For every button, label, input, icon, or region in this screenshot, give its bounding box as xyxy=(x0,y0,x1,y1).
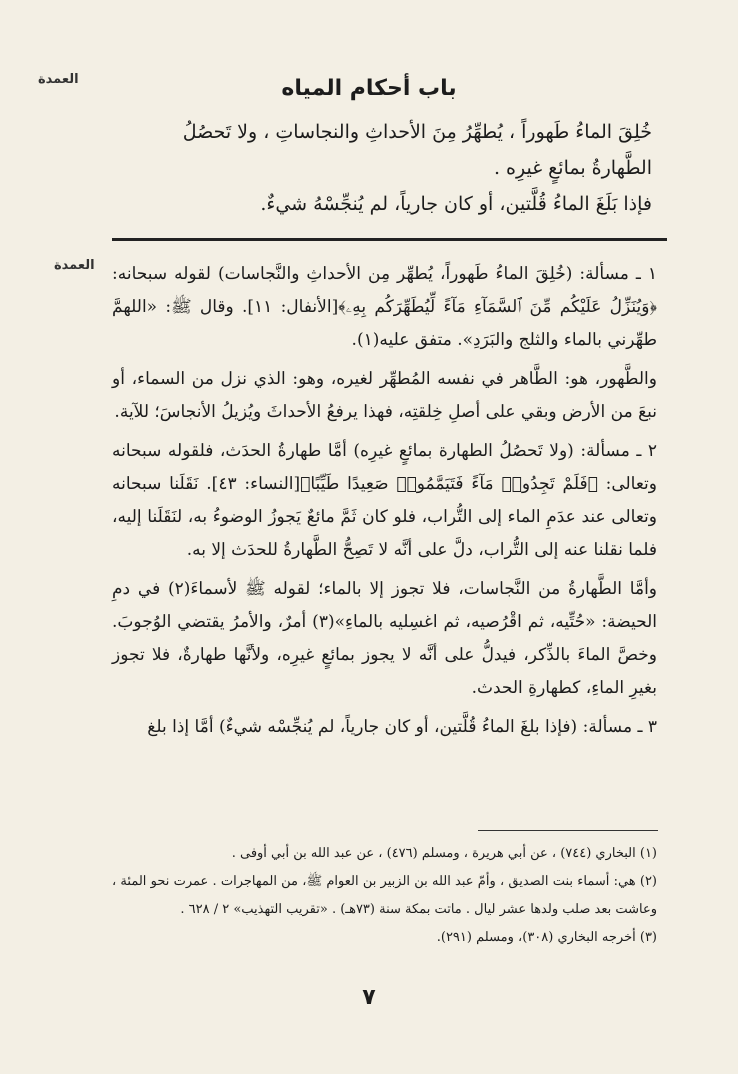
matn-line: خُلِقَ الماءُ طَهوراً ، يُطهِّرُ مِنَ الأحداثِ والنجاساتِ ، ولا تَحصُلُ xyxy=(182,121,652,143)
commentary-paragraph: ٣ ـ مسألة: (فإذا بلغَ الماءُ قُلَّتين، أو كان جارياً، لم يُنجِّسْه شيءٌ) أمَّا إذا بلغ xyxy=(147,717,657,737)
footnote: (٢) هي: أسماء بنت الصديق ، وأمّ عبد الله بن الزبير بن العوام ﷺ، من المهاجرات . عمرت نحو المئة ، وعاشت بعد صلب ولدها عشر ليال . ماتت بمكة سنة (٧٣هـ) . «تقريب التهذيب» ٢ / ٦٢٨ . xyxy=(112,874,657,917)
footnote-divider xyxy=(478,830,658,831)
margin-label-top: العمدة xyxy=(38,72,79,87)
commentary-text xyxy=(112,258,657,744)
matn-line: فإذا بَلَغَ الماءُ قُلَّتين، أو كان جارياً، لم يُنجِّسْهُ شيءٌ. xyxy=(260,193,652,215)
footnotes xyxy=(112,840,657,952)
commentary-paragraph: ٢ ـ مسألة: (ولا تَحصُلُ الطهارة بمائعٍ غيرِه) أمَّا طهارةُ الحدَث، فلقوله سبحانه وتعالى: ﴿فَلَمْ تَجِدُوا۟ مَآءً فَتَيَمَّمُوا۟ صَعِيدًا طَيِّبًا﴾[النساء: ٤٣]. نَقَلَنا سبحانه وتعالى عند عدَمِ الماء إلى التُّراب، فلو كان ثَمَّ مائعٌ يَجوزُ الوضوءُ به، لنَقَلَنا إليه، فلما نقلنا عنه إلى التُّراب، دلَّ على أنَّه لا تَصِحُّ الطَّهارةُ للحدَث إلا به. xyxy=(112,441,657,560)
section-divider xyxy=(112,238,667,241)
chapter-title: باب أحكام المياه xyxy=(281,76,457,101)
commentary-paragraph: وأمَّا الطَّهارةُ من النَّجاسات، فلا تجوز إلا بالماء؛ لقوله ﷺ لأسماءَ(٢) في دمِ الحيضة: «حُتِّيه، ثم اقْرُصيه، ثم اغسِليه بالماءِ»(٣) أمرٌ، والأمرُ يقتضي الوُجوبَ. وخصَّ الماءَ بالذِّكر، فيدلُّ على أنَّه لا يجوز بمائعٍ غيرِه، ولأنَّها طهارةٌ، فلا تجوز بغيرِ الماءِ، كطهارةِ الحدث. xyxy=(112,579,657,698)
matn-text xyxy=(112,114,652,222)
commentary-paragraph: والطَّهور، هو: الطَّاهر في نفسه المُطهِّر لغيره، وهو: الذي نزل من السماء، أو نبعَ من الأرض وبقي على أصلِ خِلقتِه، فهذا يرفعُ الأحداثَ ويُزيلُ الأنجاسَ؛ للآية. xyxy=(112,369,657,422)
margin-label-middle: العمدة xyxy=(54,258,95,273)
commentary-paragraph: ١ ـ مسألة: (خُلِقَ الماءُ طَهوراً، يُطهِّر مِن الأحداثِ والنَّجاسات) لقوله سبحانه: ﴿وَيُنَزِّلُ عَلَيْكُم مِّنَ ٱلسَّمَآءِ مَآءً لِّيُطَهِّرَكُم بِهِۦ﴾[الأنفال: ١١]. وقال ﷺ: «اللهمَّ طهِّرني بالماء والثلج والبَرَدِ». متفق عليه(١). xyxy=(112,264,658,350)
page-number: ٧ xyxy=(362,985,376,1010)
footnote: (٣) أخرجه البخاري (٣٠٨)، ومسلم (٢٩١). xyxy=(436,930,657,945)
footnote: (١) البخاري (٧٤٤) ، عن أبي هريرة ، ومسلم (٤٧٦) ، عن عبد الله بن أبي أوفى . xyxy=(231,846,657,861)
matn-line: الطَّهارةُ بمائعٍ غيرِه . xyxy=(493,157,652,179)
